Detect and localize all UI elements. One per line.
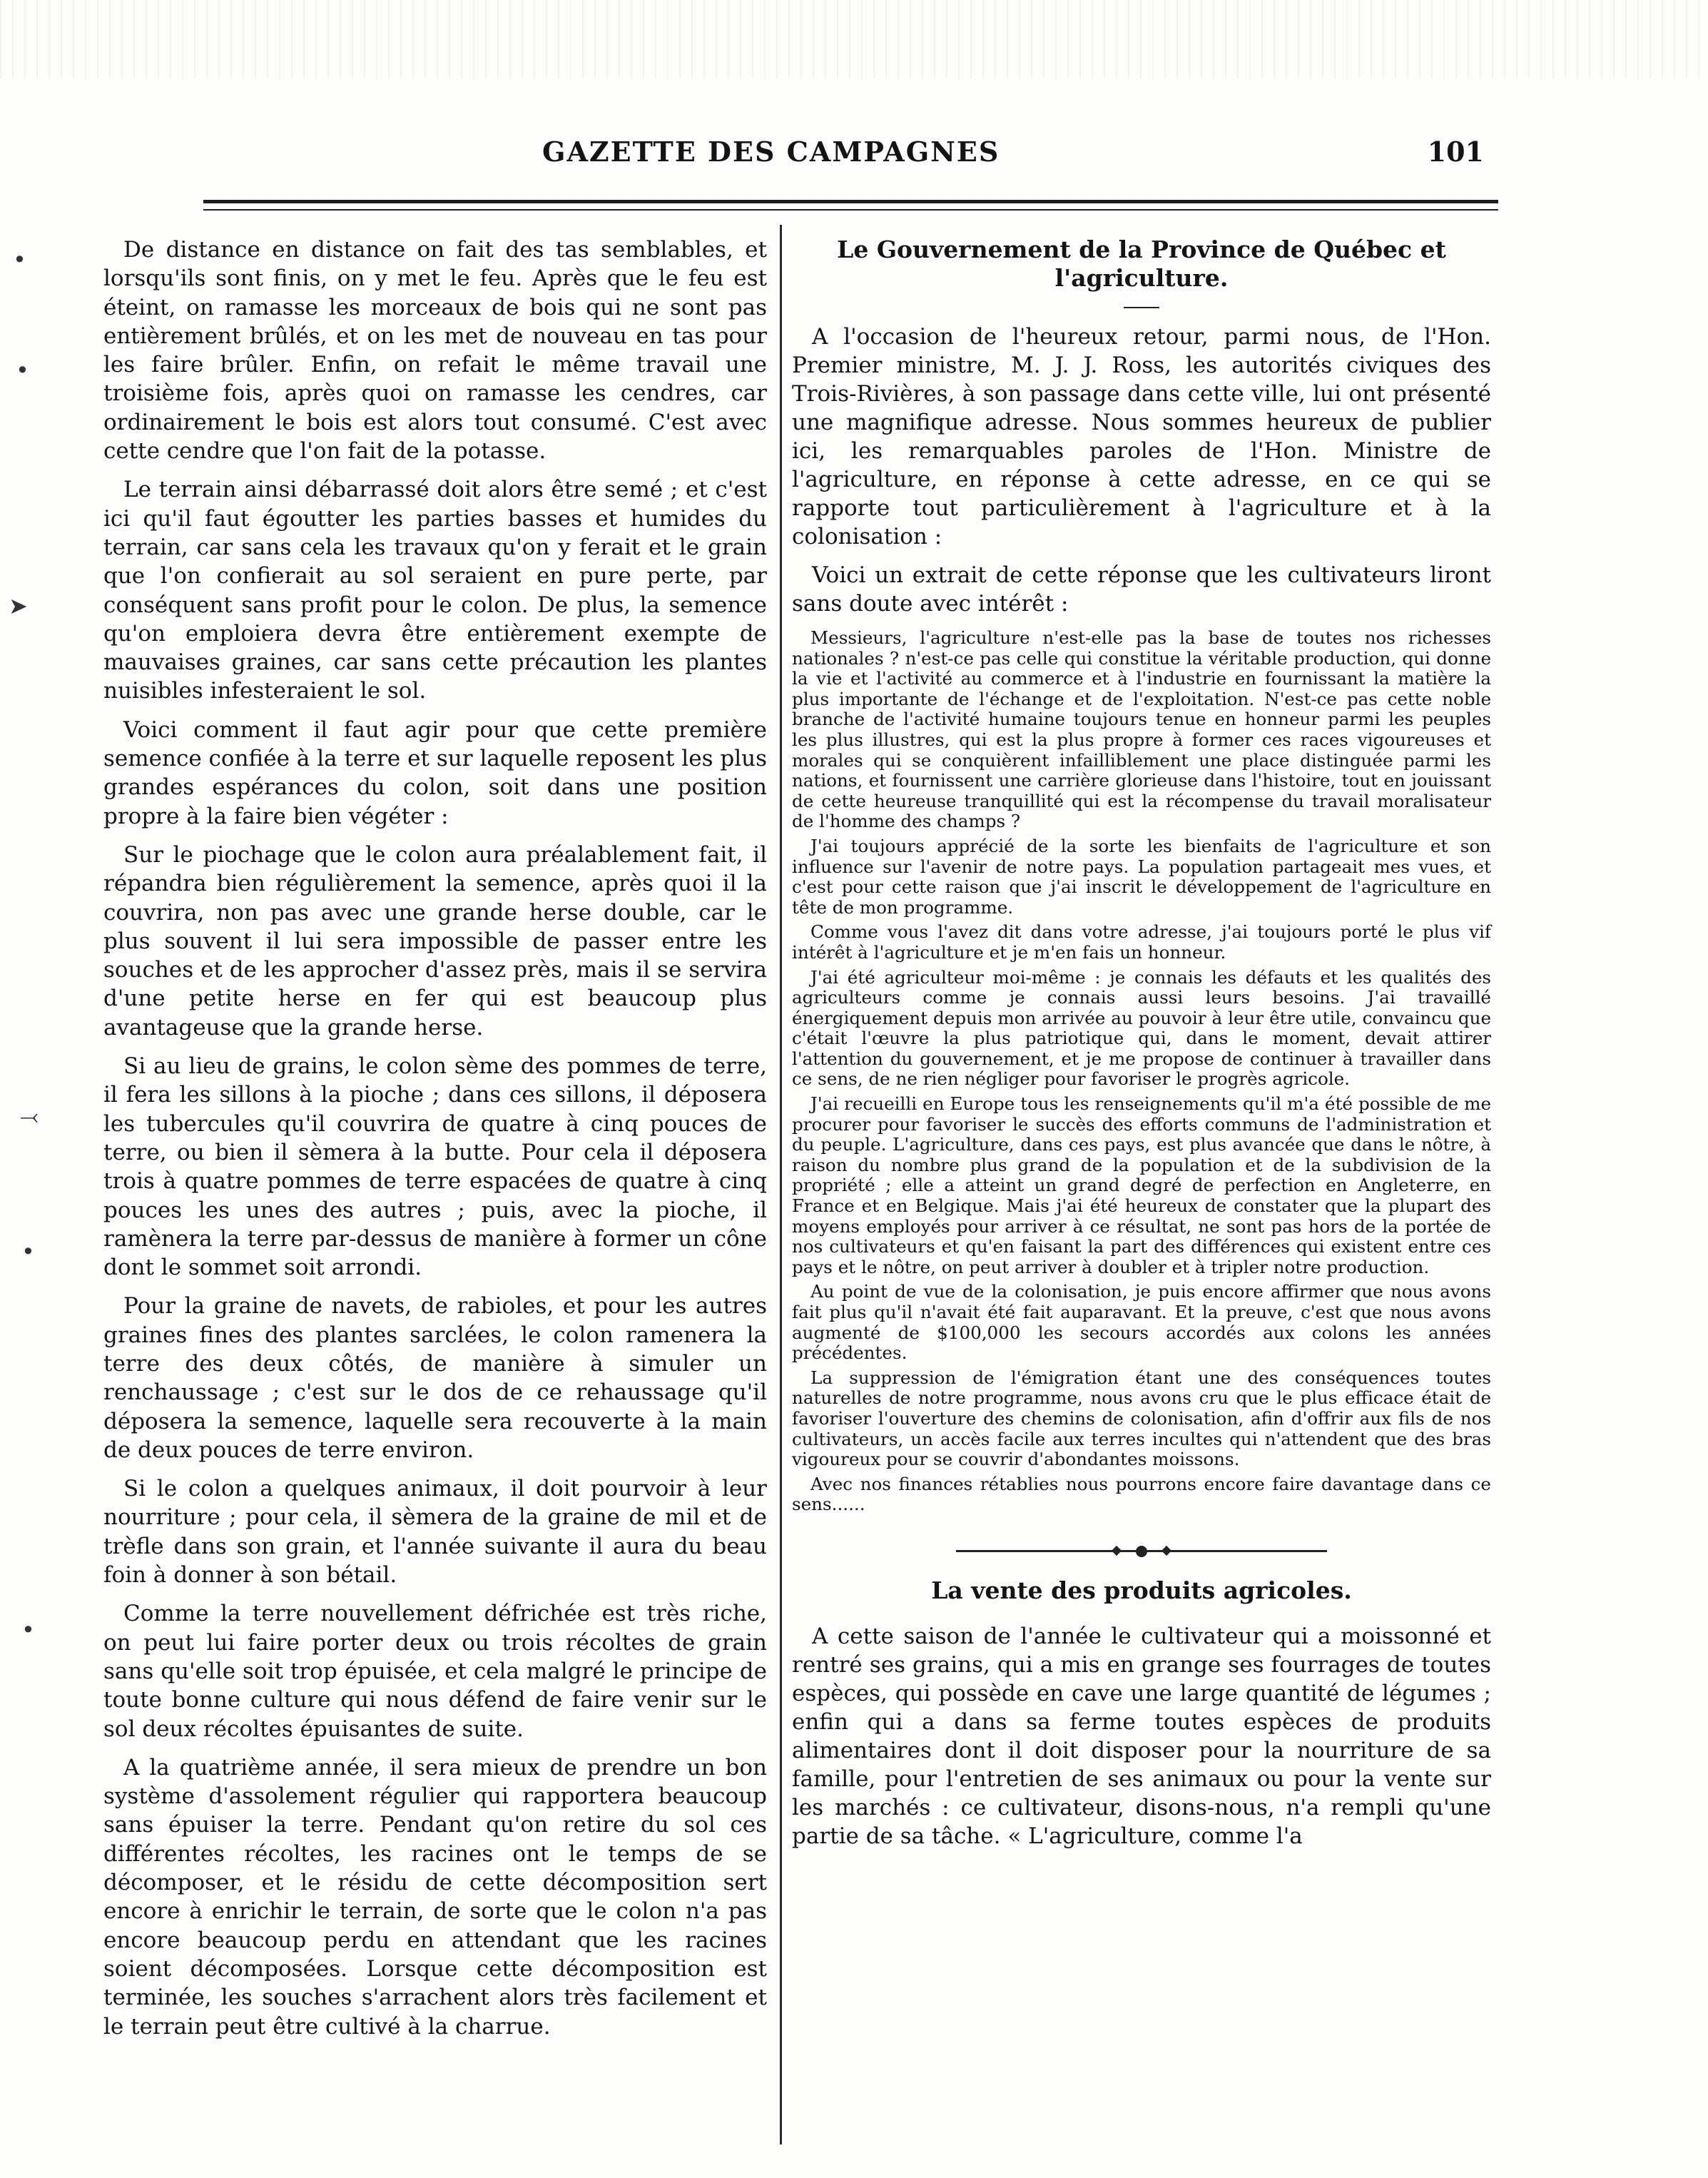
right-column [792, 235, 1491, 1860]
quote-paragraph-7: La suppression de l'émigration étant une des conséquences toutes naturelles de notre programme, nous avons cru que le plus efficace était de favoriser l'ouverture des chemins de colonisation, afin d'offrir aux fils de nos cultivateurs, un accès facile aux terres incultes qui n'attendent que des bras vigoureux pour se couvrir d'abondantes moissons. [792, 1367, 1491, 1470]
margin-tick-icon: • [21, 1616, 35, 1643]
article-title-government: Le Gouvernement de la Province de Québec et l'agriculture. [837, 235, 1446, 292]
print-speckle [0, 0, 1708, 78]
left-paragraph-1: De distance en distance on fait des tas semblables, et lorsqu'ils sont finis, on y met le feu. Après que le feu est éteint, on ramasse les morceaux de bois qui ne sont pas entièrement brûlés, et on les met de nouveau en tas pour les faire brûler. Enfin, on refait le même travail une troisième fois, après quoi on ramasse les cendres, car ordinairement le bois est alors tout consumé. C'est avec cette cendre que l'on fait de la potasse. [103, 237, 767, 465]
margin-tick-icon: • [13, 246, 26, 273]
header-rule-thin [203, 209, 1498, 211]
margin-arrow-icon: ➤ [9, 592, 28, 619]
left-paragraph-8: Comme la terre nouvellement défrichée est très riche, on peut lui faire porter deux ou trois récoltes de grain sans qu'elle soit trop épuisée, et cela malgré le principe de toute bonne culture qui nous défend de faire venir sur le sol deux récoltes épuisantes de suite. [103, 1601, 767, 1742]
left-paragraph-6: Pour la graine de navets, de rabioles, et pour les autres graines fines des plantes sarclées, le colon ramenera la terre des deux côtés, de manière à simuler un renchaussage ; c'est sur le dos de ce rehaussage qu'il déposera la semence, laquelle sera recouverte à la main de deux pouces de terre environ. [103, 1293, 767, 1463]
margin-tick-icon: ⤙ [20, 1103, 39, 1130]
left-paragraph-5: Si au lieu de grains, le colon sème des pommes de terre, il fera les sillons à la pioche ; dans ces sillons, il déposera les tubercules qu'il couvrira de quatre à cinq pouces de terre, ou bien il sèmera à la butte. Pour cela il déposera trois à quatre pommes de terre espacées de quatre à cinq pouces les unes des autres ; puis, avec la pioche, il ramènera la terre par-dessus de manière à former un cône dont le sommet soit arrondi. [103, 1053, 767, 1281]
margin-tick-icon: • [16, 357, 29, 384]
margin-tick-icon: • [21, 1238, 35, 1265]
article-title-sales: La vente des produits agricoles. [931, 1576, 1352, 1604]
ornament-diamond-left [1112, 1546, 1122, 1556]
left-paragraph-9: A la quatrième année, il sera mieux de prendre un bon système d'assolement régulier qui rapportera beaucoup sans épuiser la terre. Pendant qu'on retire du sol ces différentes récoltes, les racines ont le temps de se décomposer, et le résidu de cette décomposition sert encore à enrichir le terrain, de sorte que le colon n'a pas encore beaucoup perdu en attendant que les racines soient décomposées. Lorsque cette décomposition est terminée, les souches s'arrachent alors très facilement et le terrain peut être cultivé à la charrue. [103, 1754, 767, 2040]
divider-ornament-icon [956, 1544, 1327, 1558]
quote-paragraph-2: J'ai toujours apprécié de la sorte les bienfaits de l'agriculture et son influence sur l'avenir de notre pays. La population partageait mes vues, et c'est pour cette raison que j'ai inscrit le développement de l'agriculture en tête de mon programme. [792, 835, 1491, 918]
quote-paragraph-6: Au point de vue de la colonisation, je puis encore affirmer que nous avons fait plus qu'il n'avait été fait auparavant. Et la preuve, c'est que nous avons augmenté de $100,000 les secours accordés aux colons les années précédentes. [792, 1281, 1491, 1364]
left-paragraph-4: Sur le piochage que le colon aura préalablement fait, il répandra bien régulièrement la semence, après quoi il la couvrira, non pas avec une grande herse double, car le plus souvent il lui sera impossible de passer entre les souches et de les approcher d'assez près, mais il se servira d'une petite herse en fer qui est beaucoup plus avantageuse que la grande herse. [103, 841, 767, 1040]
ornament-diamond-right [1161, 1546, 1171, 1556]
quote-paragraph-8: Avec nos finances rétablies nous pourrons encore faire davantage dans ce sens...... [792, 1473, 1491, 1515]
left-paragraph-3: Voici comment il faut agir pour que cette première semence confiée à la terre et sur laquelle reposent les plus grandes espérances du colon, soit dans une position propre à la faire bien végéter : [103, 716, 767, 829]
left-paragraph-2: Le terrain ainsi débarrassé doit alors être semé ; et c'est ici qu'il faut égoutter les parties basses et humides du terrain, car sans cela les travaux qu'on y ferait et le grain que l'on confierait au sol seraient en pure perte, par conséquent sans profit pour le colon. De plus, la semence qu'on emploiera devra être entièrement exempte de mauvaises graines, car sans cette précaution les plantes nuisibles infesteraient le sol. [103, 477, 767, 704]
page-header [542, 136, 1484, 178]
running-title: GAZETTE DES CAMPAGNES [542, 136, 1000, 168]
article-intro-2: Voici un extrait de cette réponse que les cultivateurs liront sans doute avec intérêt : [792, 562, 1491, 617]
quote-paragraph-3: Comme vous l'avez dit dans votre adresse, j'ai toujours porté le plus vif intérêt à l'agriculture et je m'en fais un honneur. [792, 921, 1491, 963]
article-intro-1: A l'occasion de l'heureux retour, parmi nous, de l'Hon. Premier ministre, M. J. J. Ross, les autorités civiques des Trois-Rivières, à son passage dans cette ville, lui ont présenté une magnifique adresse. Nous sommes heureux de publier ici, les remarquables paroles de l'Hon. Ministre de l'agriculture, en réponse à cette adresse, en ce qui se rapporte tout particulièrement à l'agriculture et à la colonisation : [792, 324, 1491, 549]
title-rule [1124, 307, 1159, 308]
page-number: 101 [1427, 136, 1484, 168]
quote-paragraph-5: J'ai recueilli en Europe tous les renseignements qu'il m'a été possible de me procurer pour favoriser le succès des efforts communs de l'administration et du peuple. L'agriculture, dans ces pays, est plus avancée que dans le nôtre, à raison du nombre plus grand de la population et de la subdivision de la propriété ; elle a atteint un grand degré de perfection en Angleterre, en France et en Belgique. Mais j'ai été heureux de constater que la plupart des moyens employés pour arriver à ce résultat, ne sont pas hors de la portée de nos cultivateurs et qu'en faisant la part des différences qui existent entre ces pays et le nôtre, on peut arriver à doubler et à tripler notre production. [792, 1093, 1491, 1277]
header-rule [203, 200, 1498, 203]
sales-paragraph-1: A cette saison de l'année le cultivateur qui a moissonné et rentré ses grains, qui a mis en grange ses fourrages de toutes espèces, qui possède en cave une large quantité de légumes ; enfin qui a dans sa ferme toutes espèces de produits alimentaires dont il doit disposer pour la nourriture de sa famille, pour l'entretien de ses animaux ou pour la vente sur les marchés : ce cultivateur, disons-nous, n'a rempli qu'une partie de sa tâche. « L'agriculture, comme l'a [792, 1623, 1491, 1849]
left-paragraph-7: Si le colon a quelques animaux, il doit pourvoir à leur nourriture ; pour cela, il sèmera de la graine de mil et de trèfle dans son grain, et l'année suivante il aura du beau foin à donner à son bétail. [103, 1476, 767, 1589]
column-divider [780, 225, 782, 2144]
quote-paragraph-1: Messieurs, l'agriculture n'est-elle pas la base de toutes nos richesses nationales ? n'est-ce pas celle qui constitue la véritable production, qui donne la vie et l'activité au commerce et à l'industrie en fournissant la matière la plus importante de l'échange et de l'exploitation. N'est-ce pas cette noble branche de l'activité humaine toujours tenue en honneur parmi les peuples les plus illustres, qui est la plus propre à former ces races vigoureuses et morales qui se conquièrent infailliblement une place distinguée parmi les nations, et fournissent une carrière glorieuse dans l'histoire, tout en jouissant de cette heureuse tranquillité qui est la récompense du travail moralisateur de l'homme des champs ? [792, 627, 1491, 832]
speech-excerpt [792, 628, 1491, 1515]
left-column [103, 235, 767, 2051]
ornament-dot [1136, 1546, 1147, 1557]
quote-paragraph-4: J'ai été agriculteur moi-même : je connais les défauts et les qualités des agriculteurs comme je connais aussi leurs besoins. J'ai travaillé énergiquement depuis mon arrivée au pouvoir à leur être utile, convaincu que c'était l'œuvre la plus patriotique qui, dans le moment, devait attirer l'attention du gouvernement, et je me propose de continuer à travailler dans ce sens, de ne rien négliger pour favoriser le progrès agricole. [792, 966, 1491, 1090]
